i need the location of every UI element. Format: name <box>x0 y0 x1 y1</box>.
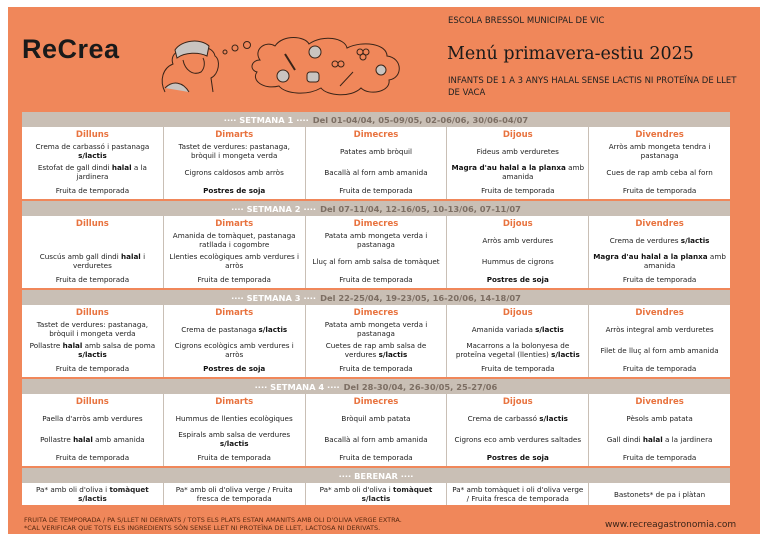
week-dates: Del 22-25/04, 19-23/05, 16-20/06, 14-18/07 <box>320 292 521 303</box>
week-header <box>22 110 730 127</box>
dish-highlight: halal <box>121 252 141 261</box>
dish <box>42 408 142 428</box>
dish-highlight: s/lactis <box>539 413 568 423</box>
week-label: ···· SETMANA 3 ···· <box>231 292 317 303</box>
dish-part: amb amanida <box>92 434 145 444</box>
day-cell <box>306 216 448 288</box>
dish <box>468 408 568 428</box>
dish-part: Cigrons caldosos amb arròs <box>184 167 284 177</box>
dish-part: Pollastre <box>29 341 63 350</box>
day-name: Dilluns <box>75 130 109 140</box>
day-cell <box>22 127 164 199</box>
dish-text <box>176 414 293 423</box>
dish-highlight: Magra d'au halal a la planxa <box>593 252 708 261</box>
dish-text <box>203 364 265 373</box>
snack-label: ···· BERENAR ···· <box>338 470 414 481</box>
dish <box>324 161 427 183</box>
dish <box>56 450 129 465</box>
dish-text <box>481 364 554 373</box>
day-name: Dimarts <box>215 130 254 140</box>
dish-text <box>607 435 713 444</box>
dish-part: Fruita de temporada <box>481 364 555 373</box>
dish <box>56 183 129 198</box>
dish <box>26 250 159 272</box>
day-name: Dimarts <box>215 397 254 407</box>
dish <box>168 141 301 161</box>
snack-cell <box>22 483 164 505</box>
dish-highlight: Postres de soja <box>203 186 266 195</box>
dish <box>56 272 129 287</box>
dish-part: Filet de lluç al forn amb amanida <box>600 345 719 355</box>
dish-part: Fruita de temporada <box>622 364 697 373</box>
day-cell <box>589 394 730 466</box>
dish <box>185 161 284 183</box>
dish-part: Patates amb bròquil <box>339 146 412 156</box>
dish-part: Bròquil amb patata <box>341 413 411 423</box>
dish-text <box>593 142 726 160</box>
dish-part: Paella d'arròs amb verdures <box>42 413 143 423</box>
day-name: Dimecres <box>353 130 399 140</box>
snack-cell <box>306 483 448 505</box>
dish-text <box>487 453 549 462</box>
dish <box>623 272 696 287</box>
dish-highlight: s/lactis <box>551 350 580 359</box>
dish <box>168 230 301 250</box>
dish-text <box>312 257 439 266</box>
dish-part: Fruita de temporada <box>339 186 413 195</box>
dish-highlight: s/lactis <box>219 439 249 448</box>
dish-highlight: halal <box>62 341 83 350</box>
dish-part: Fruita de temporada <box>55 186 130 195</box>
dish <box>482 230 553 250</box>
snack-cell <box>447 483 589 505</box>
week-dates: Del 01-04/04, 05-09/05, 02-06/06, 30/06-04/07 <box>312 114 529 125</box>
dish-text <box>339 364 412 373</box>
dish-text <box>606 168 712 177</box>
dish <box>606 319 714 339</box>
day-cell <box>447 127 589 199</box>
day-cell <box>589 216 730 288</box>
dish-part: Fruita de temporada <box>339 275 413 284</box>
dish-part: Patata amb mongeta verda i pastanaga <box>324 231 428 249</box>
dish-text <box>203 186 265 195</box>
dish <box>26 319 159 339</box>
dish-text <box>197 453 270 462</box>
dish-part: Fruita de temporada <box>622 275 697 284</box>
day-cell <box>164 394 306 466</box>
dish-part: Amanida variada <box>471 324 536 334</box>
dish-text <box>26 142 159 160</box>
dish <box>487 272 549 287</box>
dish-part: Arròs amb mongeta tendra i pastanaga <box>608 142 711 160</box>
dish <box>607 428 713 450</box>
snack-part: Pa* amb oli d'oliva i <box>36 485 110 494</box>
dish-part: Bacallà al forn amb amanida <box>324 434 428 444</box>
day-name: Dimecres <box>353 219 399 229</box>
dish-part: Cues de rap amb ceba al forn <box>606 167 713 177</box>
dish-text <box>168 430 301 448</box>
day-cell <box>22 216 164 288</box>
dish-text <box>197 275 270 284</box>
snack-text <box>320 485 433 503</box>
day-name: Dilluns <box>75 219 109 229</box>
dish-text <box>26 163 159 181</box>
dish <box>623 450 696 465</box>
dish-text <box>610 236 710 245</box>
week-label: ···· SETMANA 2 ···· <box>231 203 317 214</box>
snack-highlight: s/lactis <box>361 494 391 503</box>
day-name: Divendres <box>635 397 684 407</box>
dish-part: i verduretes <box>72 252 146 270</box>
week-days-row <box>22 216 730 288</box>
dish <box>40 428 145 450</box>
dish-highlight: s/lactis <box>680 235 710 245</box>
chef-thinking-illustration <box>155 30 440 100</box>
dish-part: amb salsa de poma <box>82 341 156 350</box>
footer-note-1: FRUITA DE TEMPORADA / PA S/LLET NI DERIVATS / TOTS ELS PLATS ESTAN AMANITS AMB OLI D'OLIVA VERGE EXTRA. <box>24 516 402 524</box>
dish <box>339 450 412 465</box>
logo: ReCrea <box>22 34 120 64</box>
dish <box>481 183 554 198</box>
day-cell <box>306 394 448 466</box>
dish <box>312 250 439 272</box>
dish-text <box>623 364 696 373</box>
dish-text <box>482 257 554 266</box>
snack-cell <box>589 483 730 505</box>
menu-table <box>22 110 730 505</box>
dish-part: Fruita de temporada <box>622 186 697 195</box>
day-name: Dijous <box>502 308 533 318</box>
week-label: ···· SETMANA 1 ···· <box>223 114 309 125</box>
week-dates: Del 28-30/04, 26-30/05, 25-27/06 <box>343 381 498 392</box>
snack-part: Bastonets* de pa i plàtan <box>613 489 706 499</box>
dish <box>203 361 265 376</box>
dish-part: amb amanida <box>643 252 726 270</box>
dish <box>168 339 301 361</box>
dish <box>451 339 584 361</box>
snack-text <box>614 490 705 499</box>
dish-part: Crema de carbassó i pastanaga <box>35 142 150 151</box>
week-dates: Del 07-11/04, 12-16/05, 10-13/06, 07-11/07 <box>320 203 521 214</box>
dish-part: Bacallà al forn amb amanida <box>324 167 428 177</box>
dish-text <box>310 320 443 338</box>
dish <box>601 339 719 361</box>
day-cell <box>306 127 448 199</box>
dish-part: Arròs amb verdures <box>482 235 554 245</box>
dish-text <box>341 414 410 423</box>
dish-text <box>481 186 554 195</box>
week-days-row <box>22 305 730 377</box>
day-cell <box>164 127 306 199</box>
dish-text <box>181 325 287 334</box>
website-link[interactable]: www.recreagastronomia.com <box>605 520 737 530</box>
dish-text <box>477 147 559 156</box>
dish <box>26 161 159 183</box>
week-label: ···· SETMANA 4 ···· <box>254 381 340 392</box>
dish-text <box>26 252 159 270</box>
dish <box>626 408 692 428</box>
dish <box>454 428 581 450</box>
dish-part: Amanida de tomàquet, pastanaga ratllada i cogombre <box>172 231 296 249</box>
dish-part: Cuetes de rap amb salsa de verdures <box>325 341 427 359</box>
snack-highlight: tomàquet <box>109 485 149 494</box>
dish-text <box>168 142 301 160</box>
day-cell <box>22 394 164 466</box>
dish-text <box>168 341 301 359</box>
dish-text <box>626 414 692 423</box>
day-name: Divendres <box>635 219 684 229</box>
dish <box>310 339 443 361</box>
dish-part: Tastet de verdures: pastanaga, bròquil i mongeta verda <box>178 142 290 160</box>
dish-text <box>472 325 564 334</box>
dish-part: Fideus amb verduretes <box>476 146 559 156</box>
snack-highlight: tomàquet <box>393 485 433 494</box>
dish <box>593 141 726 161</box>
dish-part: Crema de verdures <box>609 235 681 245</box>
dish-part: Crema de carbassó <box>467 413 540 423</box>
dish-text <box>56 186 129 195</box>
snack-cell <box>164 483 306 505</box>
dish <box>341 408 410 428</box>
dish-part: amb amanida <box>502 163 585 181</box>
dish-part: Espirals amb salsa de verdures <box>178 430 291 439</box>
dish-text <box>623 275 696 284</box>
dish <box>197 272 270 287</box>
week-header <box>22 288 730 305</box>
dish-highlight: s/lactis <box>535 324 564 334</box>
day-name: Dimarts <box>215 308 254 318</box>
dish <box>481 361 554 376</box>
dish <box>610 230 710 250</box>
dish-highlight: s/lactis <box>78 350 107 359</box>
dish-part: Pèsols amb patata <box>626 413 693 423</box>
day-name: Dijous <box>502 130 533 140</box>
dish-text <box>40 435 145 444</box>
dish <box>593 250 726 272</box>
dish-part: Fruita de temporada <box>339 364 413 373</box>
dish-text <box>606 325 714 334</box>
day-name: Dijous <box>502 219 533 229</box>
dish <box>477 141 559 161</box>
dish <box>482 250 554 272</box>
dish-text <box>168 231 301 249</box>
week-header <box>22 377 730 394</box>
dish-text <box>56 364 129 373</box>
dish <box>203 183 265 198</box>
dish-text <box>26 320 159 338</box>
dish-part: Fruita de temporada <box>197 275 271 284</box>
dish-text <box>310 341 443 359</box>
dish-text <box>185 168 284 177</box>
dish-part: a la jardinera <box>662 434 713 444</box>
dish-text <box>468 414 568 423</box>
dish-highlight: Magra d'au halal a la planxa <box>451 163 566 172</box>
dish <box>176 408 293 428</box>
dish-part: Patata amb mongeta verda i pastanaga <box>324 320 428 338</box>
day-name: Dijous <box>502 397 533 407</box>
dish-highlight: halal <box>111 163 132 172</box>
dish <box>339 272 412 287</box>
dish-highlight: halal <box>642 434 663 444</box>
day-name: Dilluns <box>75 397 109 407</box>
dish-part: a la jardinera <box>76 163 147 181</box>
dish-part: Gall dindi <box>606 434 643 444</box>
snack-text <box>168 485 301 503</box>
dish-part: Fruita de temporada <box>481 186 555 195</box>
dish <box>30 339 155 361</box>
dish <box>168 250 301 272</box>
dish-part: Macarrons a la bolonyesa de proteïna vegetal (llenties) <box>455 341 570 359</box>
day-name: Dimecres <box>353 397 399 407</box>
dish <box>487 450 549 465</box>
dish <box>340 141 412 161</box>
dish-text <box>623 186 696 195</box>
dish-text <box>56 453 129 462</box>
day-cell <box>164 216 306 288</box>
dish-part: Tastet de verdures: pastanaga, bròquil i mongeta verda <box>36 320 149 338</box>
dish <box>168 428 301 450</box>
dish-highlight: Postres de soja <box>486 453 549 462</box>
dish-text <box>482 236 553 245</box>
day-cell <box>447 305 589 377</box>
day-cell <box>589 127 730 199</box>
dish-part: Hummus de llenties ecològiques <box>175 413 293 423</box>
dish <box>472 319 564 339</box>
dish-part: Fruita de temporada <box>55 453 130 462</box>
dish-part: Fruita de temporada <box>339 453 413 462</box>
snack-header <box>22 466 730 483</box>
dish-part: Cigrons ecològics amb verdures i arròs <box>174 341 294 359</box>
dish-part: Pollastre <box>40 434 74 444</box>
dish-text <box>601 346 719 355</box>
snack-part: Pa* amb oli d'oliva i <box>319 485 394 494</box>
dish-part: Fruita de temporada <box>55 275 130 284</box>
day-cell <box>589 305 730 377</box>
dish-part: Cigrons eco amb verdures saltades <box>454 434 582 444</box>
day-name: Divendres <box>635 308 684 318</box>
footer-notes <box>24 516 402 532</box>
dish-part: Crema de pastanaga <box>181 324 259 334</box>
dish <box>310 319 443 339</box>
snack-part: Pa* amb tomàquet i oli d'oliva verge / Fruita fresca de temporada <box>452 485 584 503</box>
snack-row <box>22 483 730 505</box>
week-header <box>22 199 730 216</box>
dish <box>606 161 712 183</box>
school-name: ESCOLA BRESSOL MUNICIPAL DE VIC <box>448 16 605 26</box>
dish <box>623 361 696 376</box>
dish-highlight: Postres de soja <box>203 364 266 373</box>
dish <box>623 183 696 198</box>
dish-text <box>487 275 549 284</box>
week-days-row <box>22 394 730 466</box>
dish <box>181 319 287 339</box>
day-name: Dimecres <box>353 308 399 318</box>
day-name: Dimarts <box>215 219 254 229</box>
dish-text <box>339 186 412 195</box>
dish-part: Arròs integral amb verduretes <box>605 324 714 334</box>
dish-text <box>623 453 696 462</box>
page-subtitle: INFANTS DE 1 A 3 ANYS HALAL SENSE LACTIS NI PROTEÏNA DE LLET DE VACA <box>448 76 737 98</box>
dish-highlight: s/lactis <box>378 350 408 359</box>
dish-highlight: Postres de soja <box>486 275 549 284</box>
dish-highlight: s/lactis <box>78 151 107 160</box>
dish-text <box>339 275 412 284</box>
day-name: Divendres <box>635 130 684 140</box>
day-cell <box>447 394 589 466</box>
dish-text <box>339 453 412 462</box>
dish-text <box>56 275 129 284</box>
dish <box>56 361 129 376</box>
dish <box>310 230 443 250</box>
dish-highlight: s/lactis <box>258 324 288 334</box>
dish <box>451 161 584 183</box>
dish <box>26 141 159 161</box>
day-cell <box>22 305 164 377</box>
snack-text <box>451 485 584 503</box>
dish-part: Fruita de temporada <box>55 364 130 373</box>
snack-part: Pa* amb oli d'oliva verge / Fruita fresca de temporada <box>175 485 293 503</box>
dish-text <box>593 252 726 270</box>
dish-part: Fruita de temporada <box>197 453 271 462</box>
dish-part: Fruita de temporada <box>622 453 697 462</box>
dish <box>324 428 427 450</box>
day-cell <box>306 305 448 377</box>
dish-text <box>168 252 301 270</box>
dish-text <box>340 147 412 156</box>
dish-part: Lluç al forn amb salsa de tomàquet <box>312 256 440 266</box>
week-days-row <box>22 127 730 199</box>
snack-highlight: s/lactis <box>78 494 107 503</box>
dish <box>197 450 270 465</box>
day-name: Dilluns <box>75 308 109 318</box>
dish-text <box>30 341 155 359</box>
dish <box>339 361 412 376</box>
dish-text <box>324 168 427 177</box>
dish-text <box>451 341 584 359</box>
dish-part: Llenties ecològiques amb verdures i arròs <box>169 252 300 270</box>
dish-part: Estofat de gall dindi <box>37 163 112 172</box>
snack-text <box>36 485 149 503</box>
page-title: Menú primavera-estiu 2025 <box>447 44 694 64</box>
dish-text <box>451 163 584 181</box>
footer-note-2: *CAL VERIFICAR QUE TOTS ELS INGREDIENTS SÓN SENSE LLET NI PROTEÏNA DE LLET, LACTOSA NI DERIVATS. <box>24 524 381 532</box>
dish-text <box>324 435 427 444</box>
dish-text <box>454 435 581 444</box>
dish <box>339 183 412 198</box>
dish-text <box>42 414 142 423</box>
dish-highlight: halal <box>73 434 93 444</box>
day-cell <box>164 305 306 377</box>
day-cell <box>447 216 589 288</box>
dish-part: Cuscús amb gall dindi <box>39 252 122 261</box>
dish-part: Hummus de cigrons <box>481 256 554 266</box>
dish-text <box>310 231 443 249</box>
